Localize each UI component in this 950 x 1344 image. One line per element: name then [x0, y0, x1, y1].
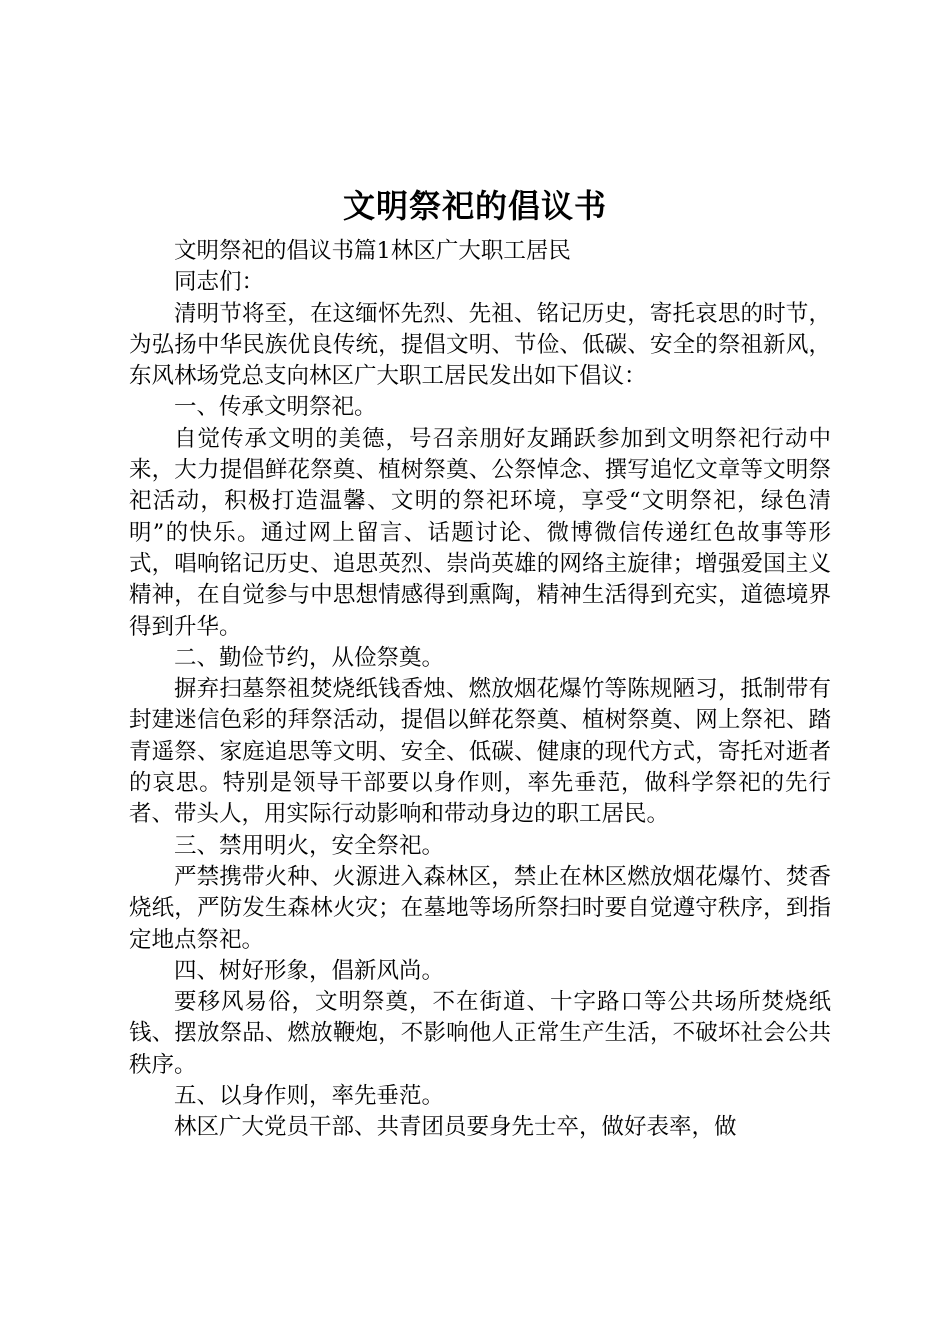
- section-heading-1: 一、传承文明祭祀。: [174, 394, 377, 421]
- section-heading-2: 二、勤俭节约，从俭祭奠。: [174, 644, 445, 671]
- section-heading-4: 四、树好形象，倡新风尚。: [174, 957, 445, 984]
- section-body-1: 自觉传承文明的美德，号召亲朋好友踊跃参加到文明祭祀行动中来，大力提倡鲜花祭奠、植树祭奠、公祭悼念、撰写追忆文章等文明祭祀活动，积极打造温馨、文明的祭祀环境，享受“文明祭祀，绿色清明”的快乐。通过网上留言、话题讨论、微博微信传递红色故事等形式，唱响铭记历史、追思英烈、崇尚英雄的网络主旋律；增强爱国主义精神，在自觉参与中思想情感得到熏陶，精神生活得到充实，道德境界得到升华。: [129, 425, 831, 640]
- section-body-2: 摒弃扫墓祭祖焚烧纸钱香烛、燃放烟花爆竹等陈规陋习，抵制带有封建迷信色彩的拜祭活动，提倡以鲜花祭奠、植树祭奠、网上祭祀、踏青遥祭、家庭追思等文明、安全、低碳、健康的现代方式，寄托对逝者的哀思。特别是领导干部要以身作则，率先垂范，做科学祭祀的先行者、带头人，用实际行动影响和带动身边的职工居民。: [129, 676, 831, 828]
- section-heading-3: 三、禁用明火，安全祭祀。: [174, 832, 445, 859]
- paragraph-salutation: 同志们：: [174, 269, 265, 296]
- document-title: 文明祭祀的倡议书: [342, 187, 607, 225]
- section-body-4: 要移风易俗，文明祭奠，不在街道、十字路口等公共场所焚烧纸钱、摆放祭品、燃放鞭炮，不影响他人正常生产生活，不破坏社会公共秩序。: [129, 989, 831, 1078]
- section-heading-5: 五、以身作则，率先垂范。: [174, 1083, 445, 1110]
- paragraph-heading-line: 文明祭祀的倡议书篇1林区广大职工居民: [174, 238, 571, 264]
- document-body: [129, 236, 831, 1144]
- paragraph-intro: 清明节将至，在这缅怀先烈、先祖、铭记历史，寄托哀思的时节，为弘扬中华民族优良传统，提倡文明、节俭、低碳、安全的祭祖新风，东风林场党总支向林区广大职工居民发出如下倡议：: [129, 300, 831, 390]
- section-body-3: 严禁携带火种、火源进入森林区，禁止在林区燃放烟花爆竹、焚香烧纸，严防发生森林火灾；在墓地等场所祭扫时要自觉遵守秩序，到指定地点祭祀。: [129, 863, 831, 953]
- section-body-5: 林区广大党员干部、共青团员要身先士卒，做好表率，做: [174, 1114, 737, 1141]
